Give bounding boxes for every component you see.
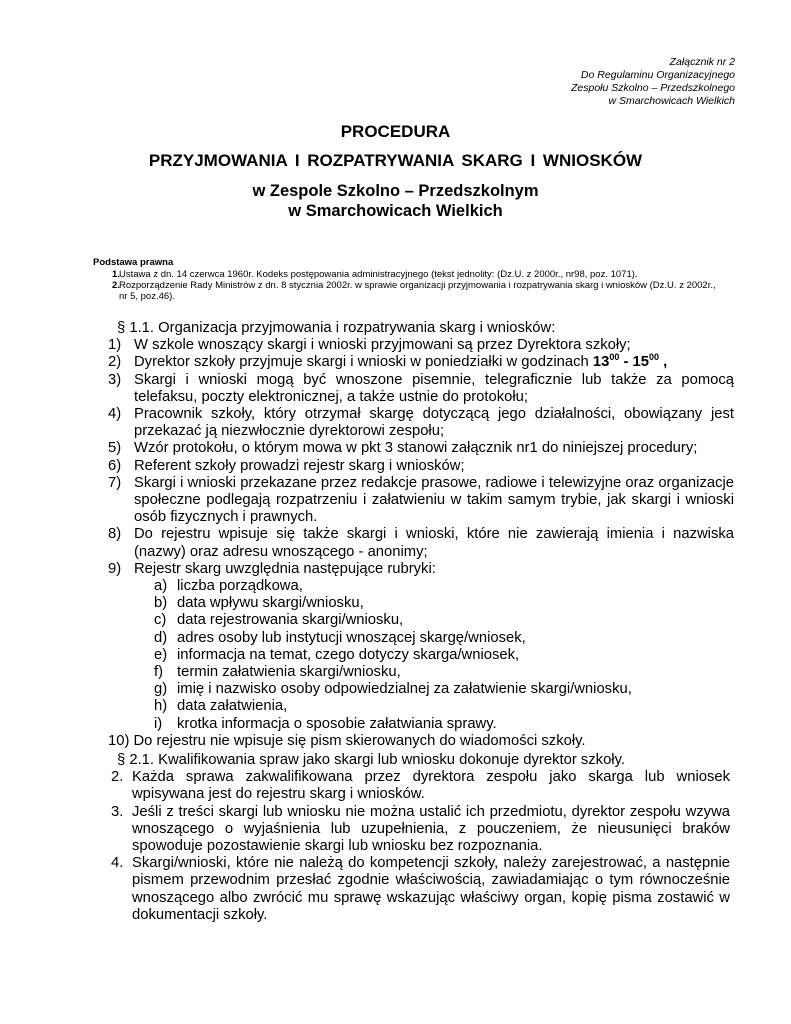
register-column	[108, 612, 734, 629]
item-number: 8)	[108, 526, 122, 543]
column-letter: i)	[154, 715, 163, 732]
legal-basis-item	[93, 280, 723, 302]
institution-location: w Smarchowicach Wielkich	[288, 202, 503, 220]
column-letter: b)	[154, 595, 168, 612]
item-10-text: 10) Do rejestru nie wpisuje się pism skierowanych do wiadomości szkoły.	[108, 732, 586, 749]
register-column	[108, 698, 734, 715]
item-text: Skargi/wnioski, które nie należą do kompetencji szkoły, należy zarejestrować, a następnie pismem przewodnim przesłać zgodnie właściwością, zawiadamiając o tym równocześnie wnoszącego albo zwrócić mu sprawę wskazując właściwy organ, kopię pisma zostawić w dokumentacji szkoły.	[132, 855, 730, 923]
minutes-from: 00	[609, 352, 620, 363]
column-text: data wpływu skargi/wniosku,	[177, 595, 364, 612]
item-text: Referent szkoły prowadzi rejestr skarg i wniosków;	[134, 457, 465, 474]
column-text: liczba porządkowa,	[177, 578, 303, 595]
institution-name	[0, 181, 791, 221]
legal-basis-item	[93, 269, 723, 280]
attachment-line: Załącznik nr 2	[669, 56, 735, 68]
list-item	[108, 440, 734, 457]
section-1-heading: § 1.1. Organizacja przyjmowania i rozpatrywania skarg i wniosków:	[117, 320, 556, 336]
legal-basis-text: Ustawa z dn. 14 czerwca 1960r. Kodeks postępowania administracyjnego (tekst jednolity: (Dz.U. z 2000r., nr98, poz. 1071).	[119, 269, 638, 280]
column-text: adres osoby lub instytucji wnoszącej skargę/wniosek,	[177, 629, 526, 646]
legal-basis	[93, 257, 723, 302]
item-number: 1)	[108, 337, 122, 354]
register-column	[108, 681, 734, 698]
document-subtitle: PRZYJMOWANIA I ROZPATRYWANIA SKARG I WNIOSKÓW	[148, 151, 643, 170]
register-column	[108, 716, 734, 733]
item-text: Skargi i wnioski mogą być wnoszone pisemnie, telegraficznie lub także za pomocą telefaksu, poczty elektronicznej, a także ustnie do protokołu;	[134, 371, 734, 405]
item-number: 4.	[111, 855, 124, 872]
column-letter: e)	[154, 646, 168, 663]
attachment-line: w Smarchowicach Wielkich	[608, 95, 735, 107]
list-item	[108, 337, 734, 354]
column-text: imię i nazwisko osoby odpowiedzialnej za załatwienie skargi/wniosku,	[177, 681, 632, 698]
attachment-note	[571, 56, 735, 108]
list-item	[108, 526, 734, 560]
list-item	[108, 458, 734, 475]
legal-basis-number: 2.	[112, 280, 120, 291]
item-number: 2.	[111, 769, 124, 786]
register-column	[108, 578, 734, 595]
attachment-line: Do Regulaminu Organizacyjnego	[580, 69, 735, 81]
item-number: 9)	[108, 560, 122, 577]
item-text: Jeśli z treści skargi lub wniosku nie można ustalić ich przedmiotu, dyrektor zespołu wzywa wnoszącego o wyjaśnienia lub uzupełnienia, z pouczeniem, że nieusunięci braków spowoduje pozostawienie skargi lub wniosku bez rozpoznania.	[132, 803, 730, 855]
item-text: Rejestr skarg uwzględnia następujące rubryki:	[134, 560, 436, 577]
document-title: PROCEDURA	[340, 122, 451, 141]
column-letter: f)	[154, 664, 164, 681]
hours-suffix: ,	[659, 354, 668, 371]
column-letter: a)	[154, 578, 168, 595]
list-item	[108, 475, 734, 527]
list-item	[108, 372, 734, 406]
column-text: informacja na temat, czego dotyczy skarga/wniosek,	[177, 646, 520, 663]
section-2	[108, 752, 730, 924]
office-hours	[593, 354, 667, 370]
item-number: 3.	[111, 803, 124, 820]
list-item	[108, 354, 734, 371]
hours-dash: -	[619, 354, 633, 371]
column-text: data rejestrowania skargi/wniosku,	[177, 612, 404, 629]
column-letter: g)	[154, 681, 168, 698]
column-letter: h)	[154, 698, 168, 715]
register-column	[108, 595, 734, 612]
item-number: 7)	[108, 474, 122, 491]
register-column	[108, 664, 734, 681]
item-number: 4)	[108, 406, 122, 423]
item-number: 3)	[108, 371, 122, 388]
list-item	[108, 561, 734, 578]
item-text: Skargi i wnioski przekazane przez redakcje prasowe, radiowe i telewizyjne oraz organizacje społeczne podlegają rozpatrzeniu i załatwieniu w takim samym trybie, jak skargi i wnioski osób fizycznych i prawnych.	[134, 474, 734, 526]
item-number: 6)	[108, 457, 122, 474]
list-item	[108, 406, 734, 440]
register-column	[108, 647, 734, 664]
legal-basis-text: Rozporządzenie Rady Ministrów z dn. 8 stycznia 2002r. w sprawie organizacji przyjmowania i rozpatrywania skarg i wniosków (Dz.U. z 2002r., nr 5, poz.46).	[119, 280, 716, 302]
legal-basis-number: 1.	[112, 269, 120, 280]
list-item	[108, 804, 730, 856]
list-item	[108, 855, 730, 924]
column-letter: c)	[154, 612, 167, 629]
item-text: Wzór protokołu, o którym mowa w pkt 3 stanowi załącznik nr1 do niniejszej procedury;	[134, 440, 698, 457]
section-1	[108, 320, 734, 750]
column-letter: d)	[154, 629, 168, 646]
item-text: Dyrektor szkoły przyjmuje skargi i wnioski w poniedziałki w godzinach	[134, 354, 593, 371]
item-number: 2)	[108, 354, 122, 371]
item-text: Do rejestru wpisuje się także skargi i wnioski, które nie zawierają imienia i nazwiska (nazwy) oraz adresu wnoszącego - anonimy;	[134, 526, 734, 560]
section-2-heading: § 2.1. Kwalifikowania spraw jako skargi lub wniosku dokonuje dyrektor szkoły.	[117, 752, 625, 768]
list-item	[108, 769, 730, 803]
item-number: 5)	[108, 440, 122, 457]
attachment-line: Zespołu Szkolno – Przedszkolnego	[570, 82, 735, 94]
column-text: krotka informacja o sposobie załatwiania sprawy.	[177, 715, 497, 732]
item-text: Każda sprawa zakwalifikowana przez dyrektora zespołu jako skarga lub wniosek wpisywana jest do rejestru skarg i wniosków.	[132, 769, 730, 803]
legal-basis-heading: Podstawa prawna	[93, 257, 174, 268]
institution-line: w Zespole Szkolno – Przedszkolnym	[252, 182, 539, 200]
item-text: Pracownik szkoły, który otrzymał skargę dotyczącą jego działalności, obowiązany jest przekazać ją niezwłocznie dyrektorowi zespołu;	[134, 406, 734, 440]
column-text: termin załatwienia skargi/wniosku,	[177, 664, 401, 681]
column-text: data załatwienia,	[177, 698, 288, 715]
minutes-to: 00	[648, 352, 659, 363]
item-text: W szkole wnoszący skargi i wnioski przyjmowani są przez Dyrektora szkoły;	[134, 337, 631, 354]
hour-to: 15	[632, 354, 649, 371]
register-column	[108, 630, 734, 647]
hour-from: 13	[592, 354, 610, 371]
